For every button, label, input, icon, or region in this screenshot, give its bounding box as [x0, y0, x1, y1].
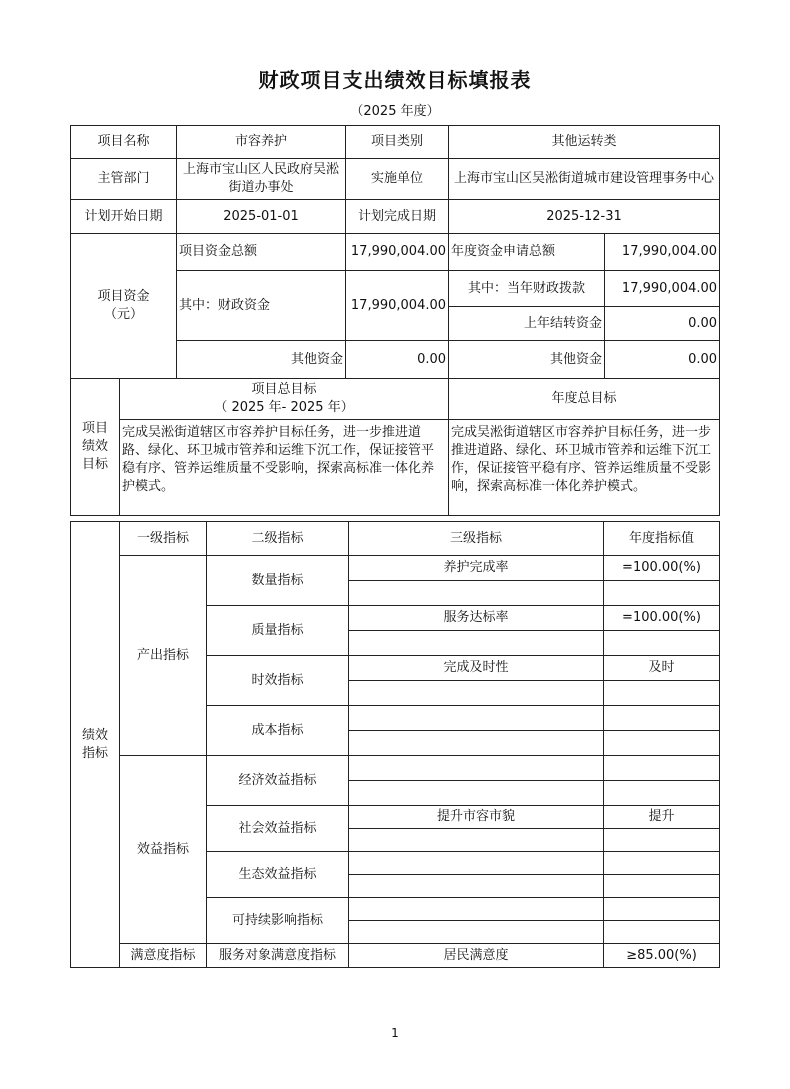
output-indicators-label: 产出指标 — [120, 556, 207, 756]
indicators-label: 绩效 指标 — [71, 522, 120, 968]
satisfaction-indicators-label: 满意度指标 — [120, 944, 207, 968]
economic-indicator-label: 经济效益指标 — [207, 756, 349, 806]
annual-goal-text: 完成吴淞街道辖区市容养护目标任务，进一步推进道路、绿化、环卫城市管养和运维下沉工作，保证接管平稳有序、管养运维质量不受影响，探索高标准一体化养护模式。 — [449, 420, 720, 516]
benefit-indicators-label: 效益指标 — [120, 756, 207, 944]
social-indicator-item: 提升市容市貌 — [349, 806, 604, 829]
performance-goals-label: 项目 绩效 目标 — [71, 379, 120, 516]
quantity-indicator-value: =100.00(%) — [604, 556, 720, 581]
total-funds-label: 项目资金总额 — [177, 234, 346, 271]
social-indicator-label: 社会效益指标 — [207, 806, 349, 852]
end-date-label: 计划完成日期 — [346, 200, 449, 234]
page-title: 财政项目支出绩效目标填报表 — [258, 68, 532, 92]
timeliness-indicator-label: 时效指标 — [207, 656, 349, 706]
end-date-value: 2025-12-31 — [449, 200, 720, 234]
sustainable-indicator-label: 可持续影响指标 — [207, 898, 349, 944]
quality-indicator-item: 服务达标率 — [349, 606, 604, 631]
unit-label: 实施单位 — [346, 159, 449, 200]
page-subtitle: （2025 年度） — [350, 104, 440, 119]
project-name-label: 项目名称 — [71, 126, 177, 159]
other-funds-label: 其他资金 — [177, 341, 346, 379]
ecological-indicator-label: 生态效益指标 — [207, 852, 349, 898]
resident-satisfaction-value: ≥85.00(%) — [604, 944, 720, 968]
unit-value: 上海市宝山区吴淞街道城市建设管理事务中心 — [449, 159, 720, 200]
start-date-label: 计划开始日期 — [71, 200, 177, 234]
project-name-value: 市容养护 — [177, 126, 346, 159]
cost-indicator-label: 成本指标 — [207, 706, 349, 756]
header-annual-value: 年度指标值 — [604, 522, 720, 556]
social-indicator-value: 提升 — [604, 806, 720, 829]
current-appropriation-value: 17,990,004.00 — [605, 271, 720, 307]
total-funds-value: 17,990,004.00 — [346, 234, 449, 271]
timeliness-indicator-value: 及时 — [604, 656, 720, 681]
performance-indicators-table — [70, 521, 720, 968]
dept-label: 主管部门 — [71, 159, 177, 200]
header-level2: 二级指标 — [207, 522, 349, 556]
resident-satisfaction-item: 居民满意度 — [349, 944, 604, 968]
timeliness-indicator-item: 完成及时性 — [349, 656, 604, 681]
quantity-indicator-item: 养护完成率 — [349, 556, 604, 581]
header-level3: 三级指标 — [349, 522, 604, 556]
current-appropriation-label: 其中：当年财政拨款 — [449, 271, 605, 307]
dept-value: 上海市宝山区人民政府吴淞街道办事处 — [177, 159, 346, 200]
header-level1: 一级指标 — [120, 522, 207, 556]
project-funds-label: 项目资金 （元） — [71, 234, 177, 379]
carryover-funds-value: 0.00 — [605, 307, 720, 341]
quantity-indicator-label: 数量指标 — [207, 556, 349, 606]
other-funds-label-2: 其他资金 — [449, 341, 605, 379]
annual-goal-title: 年度总目标 — [449, 379, 720, 420]
other-funds-value-2: 0.00 — [605, 341, 720, 379]
quality-indicator-label: 质量指标 — [207, 606, 349, 656]
quality-indicator-value: =100.00(%) — [604, 606, 720, 631]
start-date-value: 2025-01-01 — [177, 200, 346, 234]
annual-request-value: 17,990,004.00 — [605, 234, 720, 271]
fiscal-funds-value: 17,990,004.00 — [346, 271, 449, 341]
page-number: 1 — [391, 1026, 399, 1040]
carryover-funds-label: 上年结转资金 — [449, 307, 605, 341]
overall-goal-text: 完成吴淞街道辖区市容养护目标任务，进一步推进道路、绿化、环卫城市管养和运维下沉工作，保证接管平稳有序、管养运维质量不受影响，探索高标准一体化养护模式。 — [120, 420, 449, 516]
overall-goal-title: 项目总目标 （ 2025 年- 2025 年） — [120, 379, 449, 420]
other-funds-value: 0.00 — [346, 341, 449, 379]
project-type-label: 项目类别 — [346, 126, 449, 159]
project-info-table — [70, 125, 720, 516]
annual-request-label: 年度资金申请总额 — [449, 234, 605, 271]
fiscal-funds-label: 其中：财政资金 — [177, 271, 346, 341]
project-type-value: 其他运转类 — [449, 126, 720, 159]
service-satisfaction-label: 服务对象满意度指标 — [207, 944, 349, 968]
